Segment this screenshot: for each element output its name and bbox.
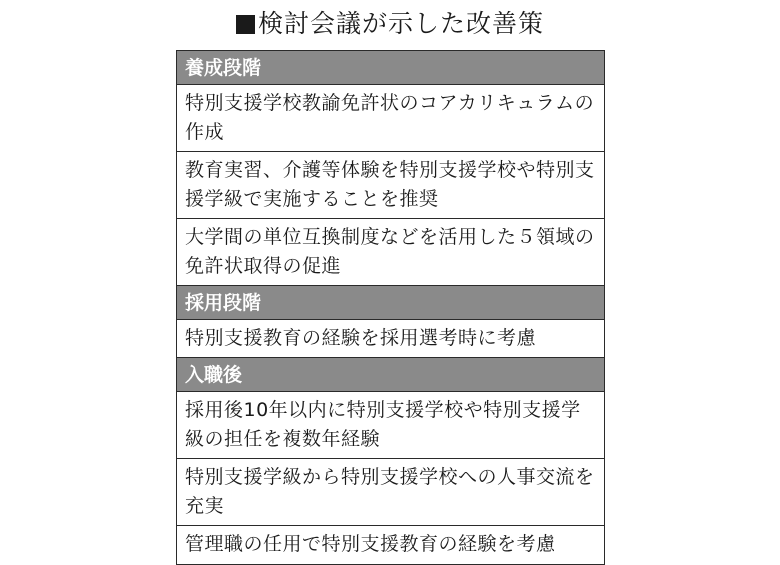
section-header-training: 養成段階 (177, 51, 604, 85)
title-text: 検討会議が示した改善策 (257, 9, 544, 38)
list-item: 管理職の任用で特別支援教育の経験を考慮 (185, 533, 556, 555)
list-item: 大学間の単位互換制度などを活用した５領域の免許状取得の促進 (177, 219, 604, 286)
list-item: 教育実習、介護等体験を特別支援学校や特別支援学級で実施することを推奨 (177, 152, 604, 219)
section-header-after-hiring: 入職後 (177, 358, 604, 392)
page-title (0, 6, 780, 42)
black-square-icon (236, 15, 255, 34)
list-item: 特別支援学級から特別支援学校への人事交流を充実 (177, 459, 604, 526)
list-item: 特別支援教育の経験を採用選考時に考慮 (177, 320, 604, 358)
list-item: 採用後10年以内に特別支援学校や特別支援学級の担任を複数年経験 (177, 392, 604, 459)
measures-table (176, 50, 605, 565)
list-item: 特別支援学校教諭免許状のコアカリキュラムの作成 (177, 85, 604, 152)
section-header-hiring: 採用段階 (177, 286, 604, 320)
